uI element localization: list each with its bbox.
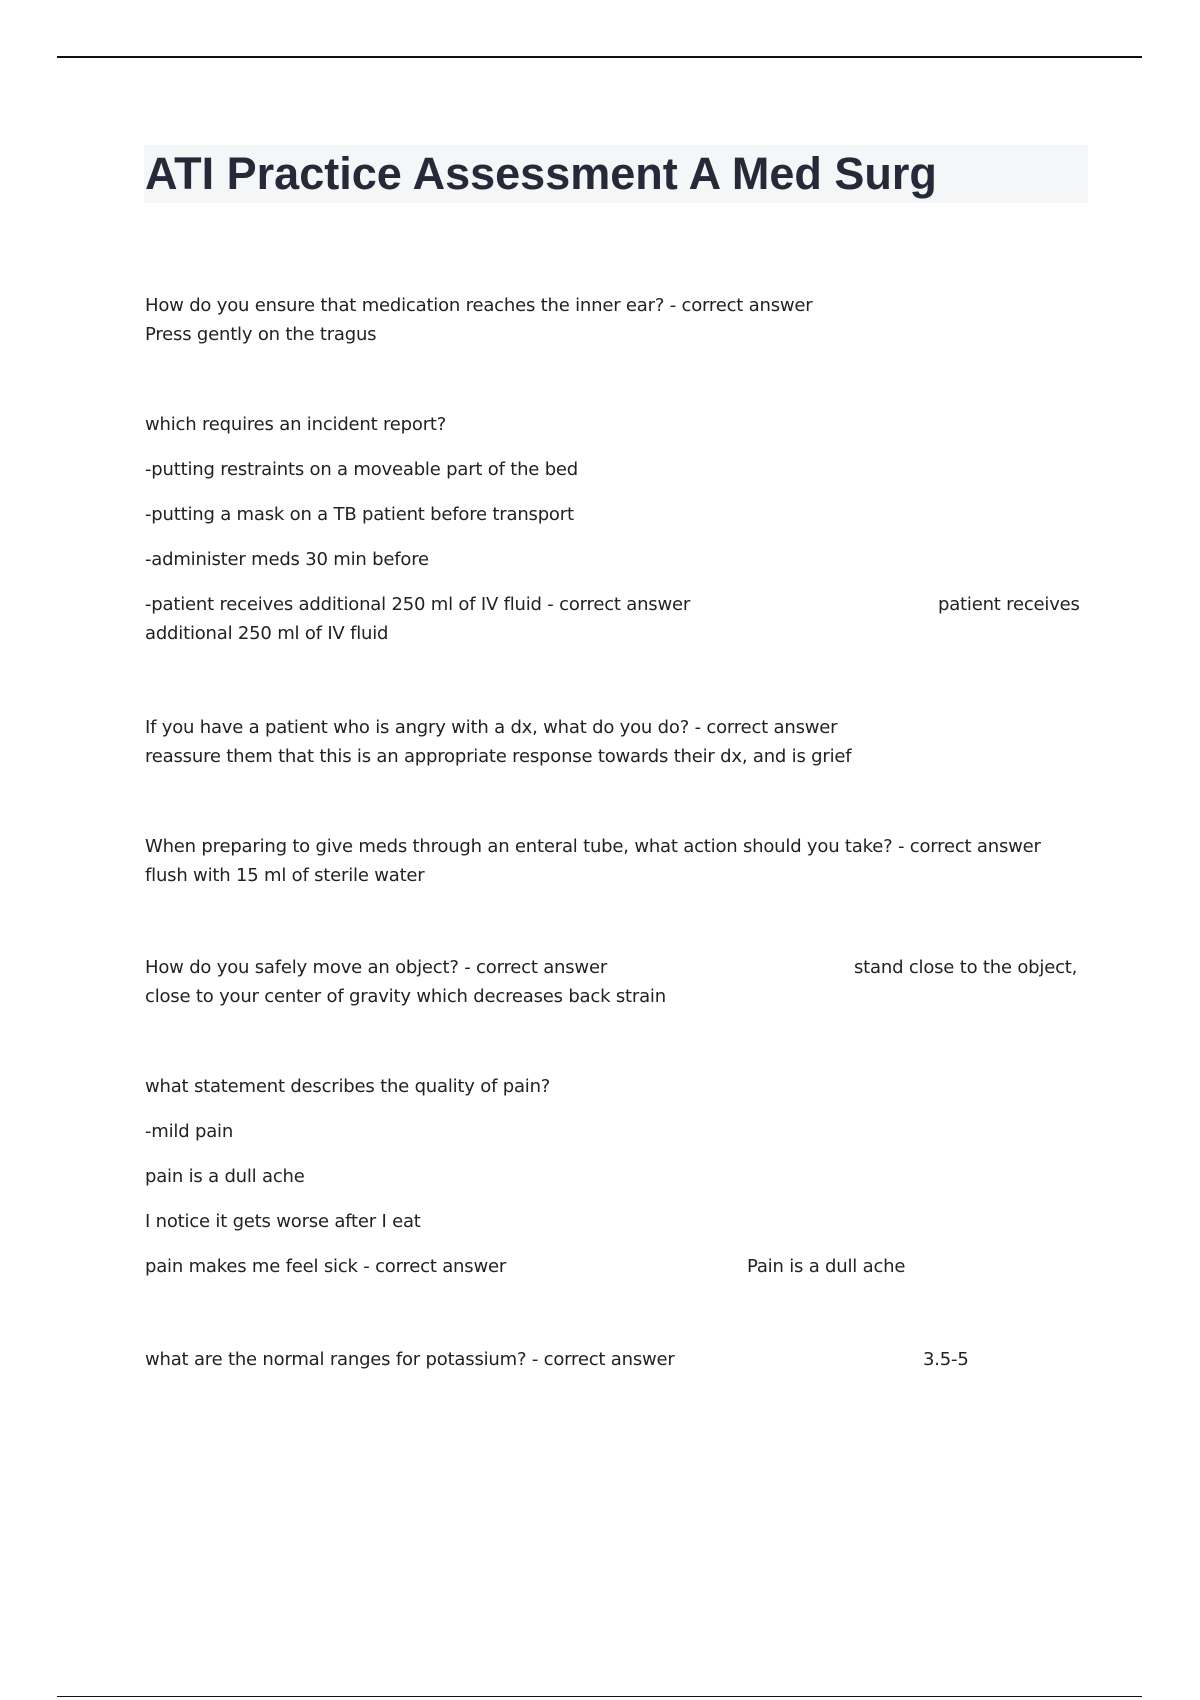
question-text: what are the normal ranges for potassium? - correct answer [145,1349,675,1370]
qa-item-incident-report [145,410,1085,648]
answer-continued-text: close to your center of gravity which decreases back strain [145,986,666,1007]
option-text: I notice it gets worse after I eat [145,1211,421,1232]
question-text: When preparing to give meds through an enteral tube, what action should you take? - correct answer [145,836,1041,857]
question-text: what statement describes the quality of pain? [145,1076,551,1097]
option-text: pain is a dull ache [145,1166,305,1187]
question-text: How do you safely move an object? - correct answer [145,957,608,978]
question-text: How do you ensure that medication reaches the inner ear? - correct answer [145,295,813,316]
answer-text: Press gently on the tragus [145,324,377,345]
document-title: ATI Practice Assessment A Med Surg [145,148,937,199]
top-rule [57,56,1142,58]
option-text: pain makes me feel sick - correct answer [145,1256,507,1277]
qa-item-enteral-tube [145,832,1085,890]
option-answer-line [145,1252,1085,1281]
qa-item-move-object [145,953,1085,1011]
answer-text: 3.5-5 [923,1349,969,1370]
question-text: which requires an incident report? [145,414,447,435]
option-text: -patient receives additional 250 ml of IV fluid - correct answer [145,594,691,615]
question-answer-line [145,1345,1085,1374]
question-text: If you have a patient who is angry with a dx, what do you do? - correct answer [145,717,838,738]
qa-item-ear-medication [145,291,1085,349]
answer-text: Pain is a dull ache [747,1256,906,1277]
qa-item-angry-patient [145,713,1085,771]
answer-text: stand close to the object, [854,957,1078,978]
answer-text: patient receives [938,594,1080,615]
answer-text: flush with 15 ml of sterile water [145,865,425,886]
answer-text: reassure them that this is an appropriate response towards their dx, and is grief [145,746,852,767]
qa-item-pain-quality [145,1072,1085,1281]
option-text: -putting restraints on a moveable part of the bed [145,459,579,480]
option-text: -putting a mask on a TB patient before transport [145,504,574,525]
question-answer-line [145,953,1085,982]
option-text: -mild pain [145,1121,234,1142]
option-text: -administer meds 30 min before [145,549,429,570]
bottom-rule [57,1696,1142,1697]
answer-continued-text: additional 250 ml of IV fluid [145,623,389,644]
option-answer-line [145,590,1085,619]
qa-item-potassium [145,1345,1085,1374]
